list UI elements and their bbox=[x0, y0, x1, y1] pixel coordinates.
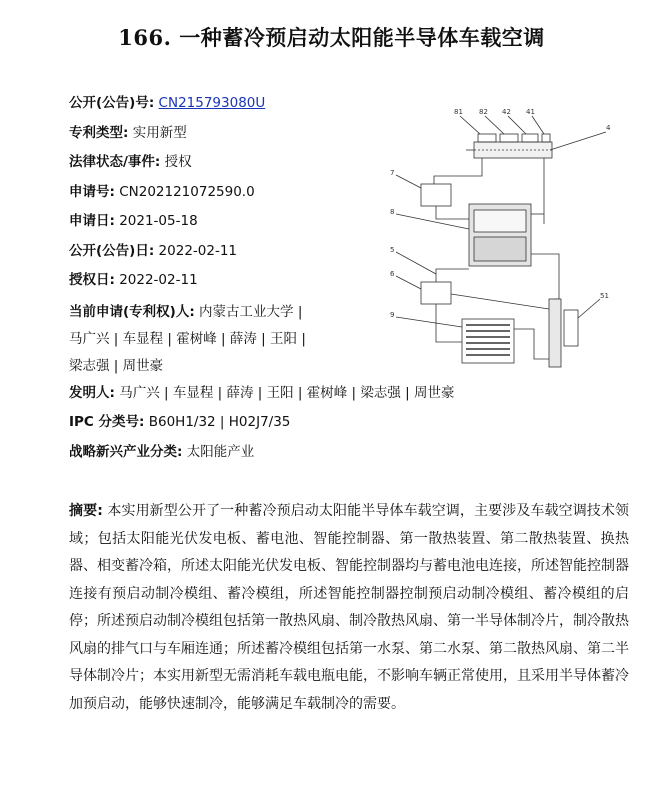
application-number-value: CN202121072590.0 bbox=[119, 183, 255, 200]
applicant-row bbox=[69, 299, 369, 380]
abstract bbox=[69, 498, 629, 718]
publication-number-link[interactable]: CN215793080U bbox=[158, 95, 266, 111]
inventor-label: 发明人: bbox=[69, 384, 115, 401]
application-number-row bbox=[69, 181, 369, 211]
application-date-label: 申请日: bbox=[69, 213, 115, 229]
component-5 bbox=[549, 299, 561, 367]
industry-label: 战略新兴产业分类: bbox=[69, 443, 183, 460]
legal-status-label: 法律状态/事件: bbox=[69, 154, 161, 170]
industry-value: 太阳能产业 bbox=[186, 443, 255, 460]
abstract-text: 本实用新型公开了一种蓄冷预启动太阳能半导体车载空调，主要涉及车载空调技术领域；包括太阳能光伏发电板、蓄电池、智能控制器、第一散热装置、第二散热装置、换热器、相变蓄冷箱，所述太阳能光伏发电板、智能控制器均与蓄电池电连接，所述智能控制器连接有预启动制冷模组、蓄冷模组，所述智能控制器控制预启动制冷模组、蓄冷模组的启停；所述预启动制冷模组包括第一散热风扇、制冷散热风扇、第一半导体制冷片，制冷散热风扇的排气口与车厢连通；所述蓄冷模组包括第一水泵、第二水泵、第二散热风扇、第二半导体制冷片；本实用新型无需消耗车载电瓶电能，不影响车辆正常使用，且采用半导体蓄冷加预启动，能够快速制冷，能够满足车载制冷的需要。 bbox=[69, 503, 630, 712]
publication-number-row bbox=[69, 92, 369, 122]
grant-date-row bbox=[69, 269, 369, 299]
bibliographic-info bbox=[69, 92, 455, 470]
component-51 bbox=[564, 310, 578, 346]
applicant-label: 当前申请(专利权)人: bbox=[69, 303, 195, 320]
fan-module-42 bbox=[522, 134, 538, 142]
label-81: 81 bbox=[454, 108, 463, 116]
legal-status-row bbox=[69, 151, 369, 181]
patent-type-row bbox=[69, 122, 369, 152]
label-7: 7 bbox=[390, 169, 395, 177]
grant-date-value: 2022-02-11 bbox=[119, 272, 198, 288]
ipc-value: B60H1/32 | H02J7/35 bbox=[148, 414, 291, 430]
label-4: 4 bbox=[606, 124, 611, 132]
applicant-line-2: 马广兴 | 车显程 | 霍树峰 | 薛涛 | 王阳 | bbox=[69, 330, 306, 347]
label-6: 6 bbox=[390, 270, 395, 278]
fan-module-81 bbox=[478, 134, 496, 142]
legal-status-value: 授权 bbox=[164, 154, 192, 170]
publication-date-row bbox=[69, 240, 369, 270]
label-5: 5 bbox=[390, 246, 395, 254]
grant-date-label: 授权日: bbox=[69, 272, 115, 288]
fan-module-82 bbox=[500, 134, 518, 142]
ipc-row bbox=[69, 411, 369, 441]
inventor-row bbox=[69, 382, 455, 412]
component-7 bbox=[421, 184, 451, 206]
application-number-label: 申请号: bbox=[69, 183, 115, 200]
patent-type-value: 实用新型 bbox=[132, 124, 187, 141]
label-41: 41 bbox=[526, 108, 535, 116]
patent-type-label: 专利类型: bbox=[69, 124, 129, 141]
industry-row bbox=[69, 441, 369, 471]
publication-number-label: 公开(公告)号: bbox=[69, 95, 155, 111]
label-82: 82 bbox=[479, 108, 488, 116]
abstract-label: 摘要: bbox=[69, 503, 103, 519]
component-6 bbox=[421, 282, 451, 304]
inventor-value: 马广兴 | 车显程 | 薛涛 | 王阳 | 霍树峰 | 梁志强 | 周世豪 bbox=[119, 384, 455, 401]
publication-date-value: 2022-02-11 bbox=[158, 242, 238, 259]
page-title: 166. 一种蓄冷预启动太阳能半导体车载空调 bbox=[118, 25, 545, 50]
label-9: 9 bbox=[390, 311, 395, 319]
label-8: 8 bbox=[390, 208, 395, 216]
application-date-row bbox=[69, 210, 369, 240]
applicant-line-3: 梁志强 | 周世豪 bbox=[69, 357, 164, 374]
ipc-label: IPC 分类号: bbox=[69, 414, 145, 430]
patent-drawing bbox=[374, 104, 624, 374]
label-51: 51 bbox=[600, 292, 609, 300]
heat-exchanger-top bbox=[474, 142, 552, 158]
publication-date-label: 公开(公告)日: bbox=[69, 242, 155, 259]
applicant-line-1: 内蒙古工业大学 | bbox=[199, 303, 303, 320]
label-42: 42 bbox=[502, 108, 511, 116]
application-date-value: 2021-05-18 bbox=[119, 213, 198, 229]
